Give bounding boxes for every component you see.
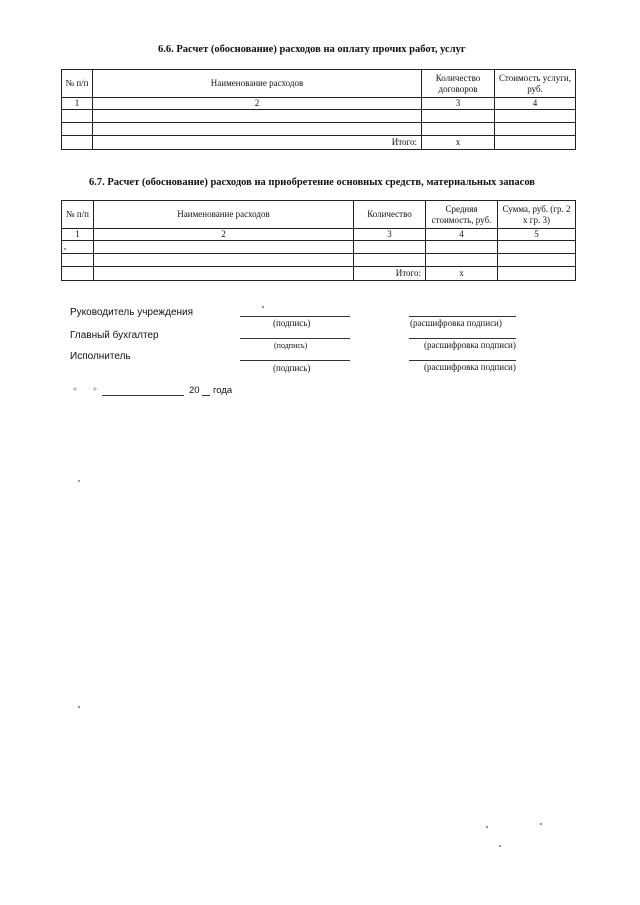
col-quantity-header: Количество: [354, 201, 426, 229]
decode-caption: (расшифровка подписи): [410, 318, 502, 328]
table-cell[interactable]: [422, 110, 495, 123]
total-mark: x: [422, 136, 495, 150]
table-cell[interactable]: [354, 254, 426, 267]
date-quote-open: «: [73, 386, 77, 393]
total-mark: x: [426, 267, 498, 281]
role-head: Руководитель учреждения: [70, 307, 194, 318]
table-row: [62, 254, 576, 267]
signature-caption: (подпись): [274, 341, 308, 350]
role-chief-accountant: Главный бухгалтер: [70, 330, 159, 341]
date-day-month-line[interactable]: [102, 395, 184, 396]
total-label: Итого:: [354, 267, 426, 281]
signature-caption: (подпись): [273, 363, 311, 373]
col-index: 2: [93, 98, 422, 110]
table-67: [61, 200, 576, 281]
table-cell[interactable]: [93, 123, 422, 136]
scan-speck: [499, 845, 501, 847]
table-row: [62, 241, 576, 254]
table-cell[interactable]: [495, 110, 576, 123]
table-cell[interactable]: [422, 123, 495, 136]
decode-caption: (расшифровка подписи): [424, 362, 516, 372]
total-sum-cell[interactable]: [498, 267, 576, 281]
table-cell[interactable]: [62, 241, 94, 254]
total-label: Итого:: [93, 136, 422, 150]
decode-line[interactable]: [409, 338, 516, 339]
section-66-title: 6.6. Расчет (обоснование) расходов на оплату прочих работ, услуг: [158, 44, 466, 55]
decode-caption: (расшифровка подписи): [424, 340, 516, 350]
table-cell[interactable]: [354, 241, 426, 254]
table-cell[interactable]: [94, 241, 354, 254]
table-cell: [94, 267, 354, 281]
col-name-header: Наименование расходов: [94, 201, 354, 229]
signature-line[interactable]: [240, 316, 350, 317]
role-executor: Исполнитель: [70, 351, 131, 362]
table-cell[interactable]: [426, 241, 498, 254]
col-cost-header: Стоимость услуги, руб.: [495, 70, 576, 98]
table-cell[interactable]: [62, 110, 93, 123]
table-66-number-row: [62, 98, 576, 110]
table-cell: [62, 267, 94, 281]
signature-line[interactable]: [240, 360, 350, 361]
col-number-header: № п/п: [62, 201, 94, 229]
section-67-title: 6.7. Расчет (обоснование) расходов на приобретение основных средств, материальных запасов: [89, 177, 535, 188]
col-index: 2: [94, 229, 354, 241]
table-cell[interactable]: [426, 254, 498, 267]
scan-speck: [78, 706, 80, 708]
table-cell: [62, 136, 93, 150]
table-66-header-row: [62, 70, 576, 98]
total-cost-cell[interactable]: [495, 136, 576, 150]
table-cell[interactable]: [93, 110, 422, 123]
decode-line[interactable]: [409, 360, 516, 361]
col-number-header: № п/п: [62, 70, 93, 98]
col-index: 1: [62, 229, 94, 241]
col-name-header: Наименование расходов: [93, 70, 422, 98]
date-year-suffix: года: [213, 385, 233, 396]
table-66-total-row: [62, 136, 576, 150]
col-index: 3: [354, 229, 426, 241]
date-year-prefix: 20: [189, 385, 200, 396]
col-sum-header: Сумма, руб. (гр. 2 х гр. 3): [498, 201, 576, 229]
table-row: [62, 123, 576, 136]
table-cell[interactable]: [495, 123, 576, 136]
scan-speck: [262, 306, 264, 308]
col-avg-cost-header: Средняя стоимость, руб.: [426, 201, 498, 229]
signature-caption: (подпись): [273, 318, 311, 328]
scan-speck: [78, 480, 80, 482]
date-year-line[interactable]: [202, 395, 210, 396]
col-index: 5: [498, 229, 576, 241]
table-cell[interactable]: [498, 241, 576, 254]
col-index: 1: [62, 98, 93, 110]
col-contracts-header: Количество договоров: [422, 70, 495, 98]
table-row: [62, 110, 576, 123]
table-66: [61, 69, 576, 150]
col-index: 4: [495, 98, 576, 110]
decode-line[interactable]: [409, 316, 516, 317]
table-cell[interactable]: [498, 254, 576, 267]
signature-line[interactable]: [240, 338, 350, 339]
table-cell[interactable]: [62, 254, 94, 267]
col-index: 4: [426, 229, 498, 241]
table-67-number-row: [62, 229, 576, 241]
col-index: 3: [422, 98, 495, 110]
table-67-header-row: [62, 201, 576, 229]
table-67-total-row: [62, 267, 576, 281]
table-cell[interactable]: [94, 254, 354, 267]
scan-speck: [540, 823, 542, 825]
table-cell[interactable]: [62, 123, 93, 136]
scan-speck: [64, 248, 66, 250]
date-quote-close: »: [93, 386, 97, 393]
scan-speck: [486, 826, 488, 828]
